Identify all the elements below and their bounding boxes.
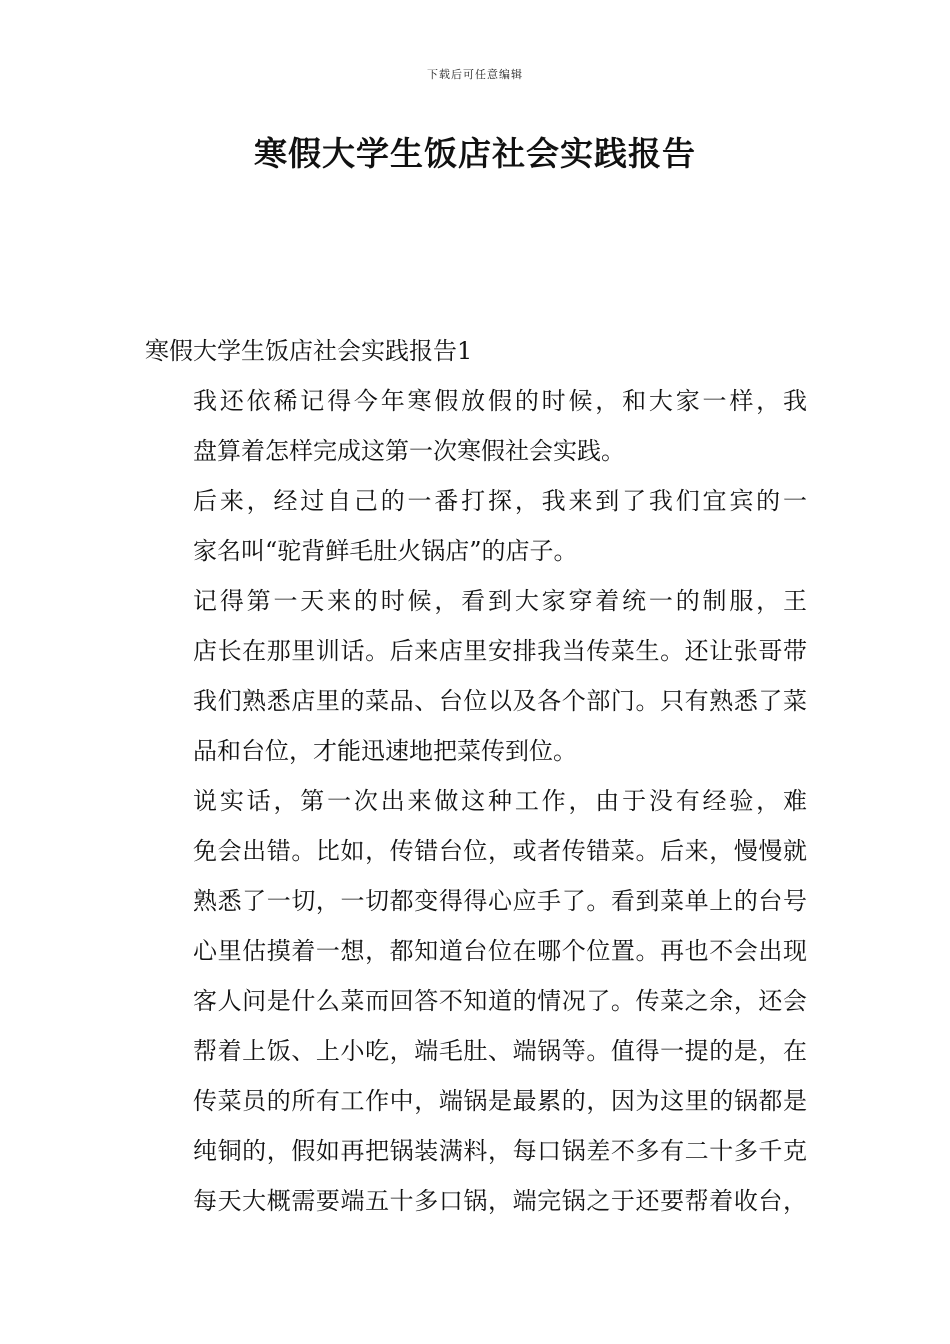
- paragraph-line: 后来，经过自己的一番打探，我来到了我们宜宾的一: [193, 487, 807, 515]
- paragraph-line: 心里估摸着一想，都知道台位在哪个位置。再也不会出现: [193, 937, 807, 965]
- paragraph-4: [145, 776, 807, 1226]
- paragraph-line: 传菜员的所有工作中，端锅是最累的，因为这里的锅都是: [193, 1087, 807, 1115]
- paragraph-line: 记得第一天来的时候，看到大家穿着统一的制服，王: [193, 587, 807, 615]
- paragraph-line: 熟悉了一切，一切都变得得心应手了。看到菜单上的台号: [193, 887, 807, 915]
- section-heading: 寒假大学生饭店社会实践报告1: [145, 337, 473, 365]
- paragraph-line: 纯铜的，假如再把锅装满料，每口锅差不多有二十多千克: [193, 1137, 807, 1165]
- paragraph-line: 家名叫“驼背鲜毛肚火锅店”的店子。: [193, 537, 578, 565]
- paragraph-2: [145, 476, 807, 576]
- document-title: 寒假大学生饭店社会实践报告: [254, 134, 696, 173]
- paragraph-line: 盘算着怎样完成这第一次寒假社会实践。: [193, 437, 625, 465]
- header-note: 下载后可任意编辑: [427, 68, 523, 81]
- paragraph-line: 免会出错。比如，传错台位，或者传错菜。后来，慢慢就: [193, 837, 807, 865]
- paragraph-line: 我们熟悉店里的菜品、台位以及各个部门。只有熟悉了菜: [193, 687, 807, 715]
- paragraph-line: 我还依稀记得今年寒假放假的时候，和大家一样，我: [193, 387, 807, 415]
- paragraph-3: [145, 576, 807, 776]
- paragraph-line: 店长在那里训话。后来店里安排我当传菜生。还让张哥带: [193, 637, 807, 665]
- paragraph-line: 帮着上饭、上小吃，端毛肚、端锅等。值得一提的是，在: [193, 1037, 807, 1065]
- paragraph-line: 每天大概需要端五十多口锅，端完锅之于还要帮着收台，: [193, 1187, 807, 1215]
- paragraph-line: 客人问是什么菜而回答不知道的情况了。传菜之余，还会: [193, 987, 807, 1015]
- paragraph-line: 说实话，第一次出来做这种工作，由于没有经验，难: [193, 787, 807, 815]
- paragraph-1: [145, 376, 807, 476]
- document-body: [145, 326, 807, 1226]
- paragraph-line: 品和台位，才能迅速地把菜传到位。: [193, 737, 577, 765]
